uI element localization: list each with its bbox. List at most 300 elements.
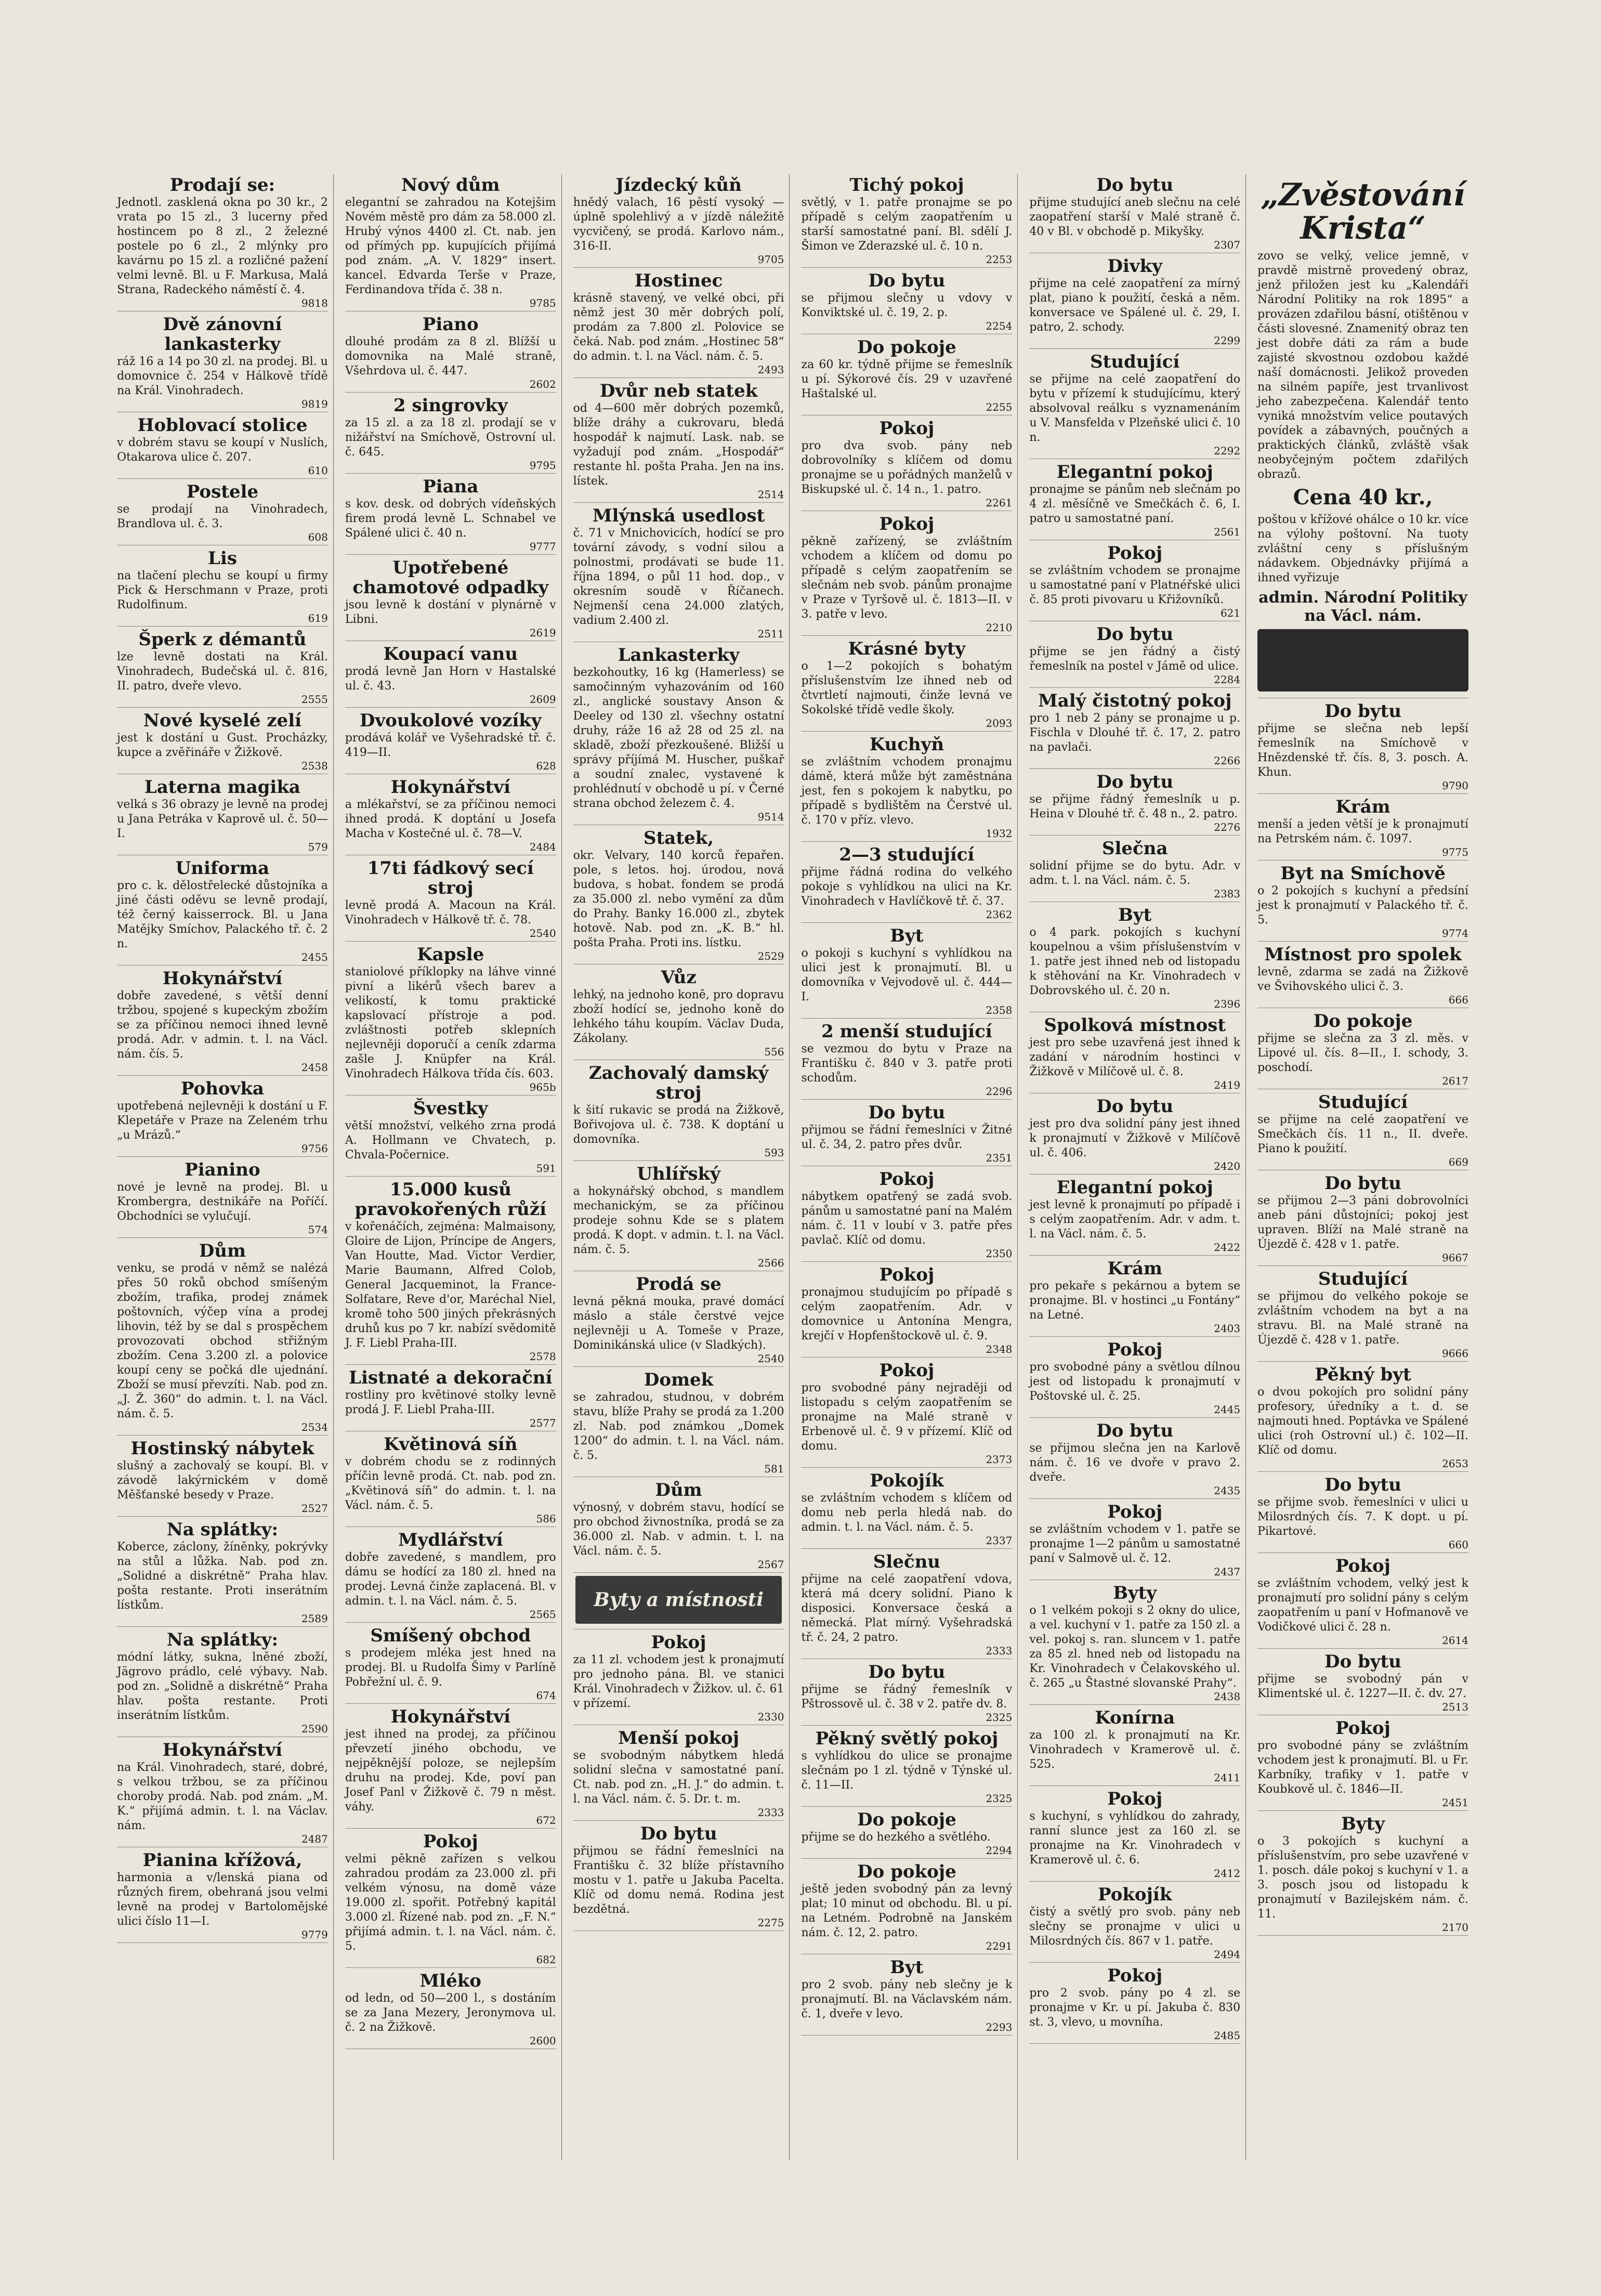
ad-heading: Pohovka — [180, 1078, 264, 1099]
ad-body: s kuchyní, s vyhlídkou do zahrady, ranní slunce jest za 160 zl. se pronajme na Kr. Vinohradech v Kramerově ul. č. 6. — [1029, 1810, 1241, 1867]
ad-heading: Prodají se: — [169, 175, 275, 195]
ad-body: hnědý valach, 16 pěstí vysoký — úplně spolehlivý a v jízdě náležitě vycvičený, se prodá. Karlovo nám., 316-II. — [573, 196, 784, 253]
classified-ad — [117, 1079, 328, 1157]
newspaper-page — [112, 174, 1474, 2160]
ad-number: 9779 — [301, 1928, 328, 1941]
ad-body: na Král. Vinohradech, staré, dobré, s velkou tržbou, se za příčinou choroby prodá. Nab. pod znám. „M. K.“ přijímá admin. t. l. na Václav. nám. — [117, 1761, 328, 1832]
classified-ad — [1029, 1583, 1240, 1705]
ad-number: 2093 — [986, 717, 1013, 729]
ad-number: 2653 — [1442, 1457, 1468, 1470]
classified-ad — [345, 315, 556, 393]
ad-body: jest k dostání u Gust. Procházky, kupce a zvěřináře v Žižkově. — [117, 732, 328, 759]
classified-ad — [345, 1368, 556, 1431]
ad-body: nábytkem opatřený se zadá svob. pánům u samostatné paní na Malém nám. č. 11 v loubí v 3. patře přes pavlač. Klíč od domu. — [801, 1190, 1013, 1247]
ad-number: 2403 — [1214, 1322, 1241, 1335]
ad-number: 2333 — [986, 1645, 1013, 1657]
ad-heading: Květinová síň — [384, 1434, 518, 1455]
classified-ad — [1029, 256, 1240, 349]
ad-heading: 2 menší studující — [821, 1021, 992, 1042]
ad-body: staniolové příklopky na láhve vinné pivní a likérů všech barev a velikostí, k tomu praktické kapslovací přístroje a pod. zvláštnosti potřeb sklepních nejlevněji doporučí a ceník zdarma zašle J. Knüpfer na Král. Vinohradech Hálkova třída čís. 603. — [345, 966, 556, 1080]
ad-body: se přijme svob. řemeslníci v ulici u Milosrdných čís. 7. K dopt. u pí. Pikartové. — [1257, 1496, 1468, 1538]
ad-body: se přijmou do velkého pokoje se zvláštním vchodem na byt a na stravu. Bl. na Malé straně na Újezdě č. 428 v 1. patře. — [1257, 1290, 1468, 1347]
classified-ad — [1029, 624, 1240, 688]
ad-number: 2619 — [529, 627, 556, 639]
ad-number: 2411 — [1214, 1771, 1241, 1784]
ad-number: 2296 — [986, 1085, 1013, 1098]
classified-ad — [1029, 691, 1240, 769]
ad-body: se přijmou slečny u vdovy v Konviktské ul. č. 19, 2. p. — [801, 292, 1013, 319]
ad-body: pro 2 svob. pány neb slečny je k pronajmutí. Bl. na Václavském nám. č. 1, dveře v levo. — [801, 1978, 1013, 2020]
ad-heading: Divky — [1107, 256, 1162, 277]
classified-ad — [801, 845, 1012, 923]
classified-ad — [1257, 178, 1468, 698]
ad-number: 2299 — [1214, 334, 1241, 347]
classified-ad — [801, 271, 1012, 334]
ad-number: 682 — [536, 1953, 556, 1966]
classified-ad — [345, 644, 556, 708]
ad-body: bezkohoutky, 16 kg (Hamerless) se samočinným vyhazováním od 160 zl., anglické soustavy Anson & Deeley od 130 zl. všechny ostatní druhy, ráže 16 až 28 od 25 zl. na skladě, zboží přezkoušené. Bližší u správy příjímá M. Huscher, puškař a soudní znalec, vystavené k prohlédnutí v obchodě u pí. v Černé strana obchod železem č. 4. — [573, 666, 784, 810]
ad-body: se vezmou do bytu v Praze na Františku č. 840 v 3. patře proti schodům. — [801, 1042, 1013, 1085]
classified-ad — [345, 558, 556, 641]
classified-ad — [117, 1439, 328, 1517]
ad-heading: Byty — [1113, 1583, 1157, 1603]
classified-ad — [801, 337, 1012, 415]
ad-body: jest ihned na prodej, za příčinou převzetí jiného obchodu, ve nejpěknější poloze, se nejlepším druhu na prodej. Kde, poví pan Josef Panl v Žižkově č. 79 n měst. váhy. — [345, 1728, 556, 1814]
ad-heading: Listnaté a dekorační — [349, 1367, 553, 1388]
ad-body: nové je levně na prodej. Bl. u Krombergra, destnikáře na Poříčí. Obchodníci se vylučují. — [117, 1181, 328, 1223]
ad-body: přijme se do hezkého a světlého. — [801, 1831, 991, 1844]
classified-ad — [801, 1471, 1012, 1549]
ad-body: v dobrém chodu se z rodinných příčin levně prodá. Ct. nab. pod zn. „Květinová síň“ do admin. t. l. na Václ. nám. č. 5. — [345, 1455, 556, 1512]
ad-body: elegantní se zahradou na Kotejšim Novém městě pro dám za 58.000 zl. Hrubý výnos 4400 zl. Ct. nab. jen od přímých pp. kupujících přijímá pod znám. „A. V. 1829“ insert. kancel. Edvarda Terše v Praze, Ferdinandova třída č. 38 n. — [345, 196, 556, 296]
classified-ad — [1029, 1789, 1240, 1882]
classified-ad — [345, 1832, 556, 1968]
classified-ad — [1257, 1092, 1468, 1170]
ad-body: se přijmou slečna jen na Karlově nám. č. 16 ve dvoře v pravo 2. dveře. — [1029, 1442, 1241, 1484]
ad-body: a mlékařství, se za příčinou nemoci ihned prodá. K doptání u Josefa Macha v Kostečné ul. č. 78—V. — [345, 798, 556, 840]
ad-body: přijme se slečna za 3 zl. měs. v Lipové ul. čís. 8—II., I. schody, 3. poschodí. — [1257, 1032, 1468, 1074]
ad-body: pronajme se pánům neb slečnám po 4 zl. měsíčně ve Smečkách č. 6, I. patro u samostatné paní. — [1029, 483, 1241, 525]
ad-number: 2487 — [301, 1833, 328, 1845]
ad-body: jest pro dva solidní pány jest ihned k pronajmutí v Žižkově v Milíčově ul. č. 406. — [1029, 1117, 1241, 1159]
ad-heading: Do bytu — [1096, 624, 1174, 645]
ad-number: 579 — [308, 841, 328, 853]
ad-heading: 2 singrovky — [393, 395, 508, 416]
ad-body: pro pekaře s pekárnou a bytem se pronajme. Bl. v hostinci „u Fontány“ na Letné. — [1029, 1280, 1241, 1322]
classified-ad — [573, 1063, 784, 1161]
ad-heading: Elegantní pokoj — [1056, 462, 1213, 482]
classified-ad — [801, 419, 1012, 511]
classified-ad — [345, 1530, 556, 1623]
ad-heading: Slečnu — [873, 1551, 941, 1572]
ad-number: 2325 — [986, 1711, 1013, 1724]
ad-body: se zvláštním vchodem, velký jest k pronajmutí pro solidní pány s celým zaopatřením u paní v Hofmanově ve Vodičkové ulici č. 28 n. — [1257, 1577, 1468, 1634]
ad-number: 2253 — [986, 253, 1013, 266]
ad-body: světlý, v 1. patře pronajme se po případě s celým zaopatřením u starší samostatné paní. Bl. sdělí J. Šimon ve Zderazské ul. č. 10 n. — [801, 196, 1013, 253]
ad-body: Jednotl. zasklená okna po 30 kr., 2 vrata po 15 zl., 3 lucerny před hostincem po 8 zl., 2 železné postele po 6 zl., 2 mlýnky pro kavárnu po 15 zl. a rozličné pažení velmi levně. Bl. u F. Markusa, Malá Strana, Radeckého náměstí č. 4. — [117, 196, 328, 296]
ad-number: 2527 — [301, 1502, 328, 1515]
classified-ad — [1029, 905, 1240, 1012]
ad-heading: Pianina křížová, — [142, 1850, 303, 1871]
ad-heading: Hokynářství — [390, 1706, 510, 1727]
ad-number: 2261 — [986, 497, 1013, 509]
ad-number: 556 — [764, 1046, 784, 1058]
ad-number: 619 — [308, 612, 328, 624]
classified-ad — [1257, 1269, 1468, 1362]
ad-body: od 4—600 měr dobrých pozemků, blíže dráhy a cukrovaru, bledá hospodář k najmutí. Lask. nab. se vyžadují pod znám. „Hospodář“ restante hl. pošta Praha. Jen na ins. lístek. — [573, 402, 784, 488]
ad-heading: Dvůr neb statek — [599, 381, 758, 401]
ad-number: 2419 — [1214, 1079, 1241, 1091]
ad-body: levně, zdarma se zadá na Žižkově ve Švihovského ulici č. 3. — [1257, 966, 1468, 993]
ad-number: 2561 — [1214, 526, 1241, 538]
ad-heading: Tichý pokoj — [849, 175, 964, 195]
ad-heading: Byt — [890, 1957, 924, 1978]
ad-body: pro svobodné pány a světlou dílnou jest od listopadu k pronajmutí v Poštovské ul. č. 25. — [1029, 1361, 1241, 1403]
ad-heading: Hoblovací stolice — [137, 415, 308, 436]
ad-heading: Konírna — [1095, 1707, 1175, 1728]
classified-ad — [1029, 1015, 1240, 1093]
ad-body: jsou levně k dostání v plynárně v Libni. — [345, 598, 556, 626]
ad-heading: Do bytu — [868, 1102, 946, 1123]
ad-body: k šití rukavic se prodá na Žižkově, Bořivojova ul. č. 738. K doptání u domovníka. — [573, 1104, 784, 1146]
classified-ad — [117, 315, 328, 412]
ad-heading: Do bytu — [1324, 1651, 1402, 1672]
classified-ad — [1257, 701, 1468, 794]
classified-ad — [1029, 1421, 1240, 1499]
ad-heading: Dvě zánovní lankasterky — [163, 314, 282, 355]
classified-ad — [345, 1434, 556, 1527]
promo-body: zovo se velký, velice jemně, v pravdě mistrně provedený obraz, jenž přiložen jest ku „Kalendáři Národní Politiky na rok 1895“ a provázen zdařilou básní, otištěnou v části slovesné. Znamenitý obraz ten jest dobře dáti za rám a bude zajisté skvostnou ozdobou každé naší domácnosti. Jelikož proveden na silném papíře, jest trvanlivost jeho zabezpečena. Kalendář tento vyniká množstvím velice poutavých povídek a zábavných, poučných a praktických článků, zvláště však neobyčejným počtem zdařilých obrazů. — [1257, 250, 1468, 481]
ad-body: o dvou pokojích pro solidní pány profesory, úředníky a t. d. se najmouti hned. Poptávka ve Spálené ulici (roh Ostrovní ul.) č. 102—II. Klíč od domu. — [1257, 1386, 1468, 1457]
classified-ad — [117, 1740, 328, 1847]
ad-body: se svobodným nábytkem hledá solidní slečna v samostatné paní. Ct. nab. pod zn. „H. J.“ do admin. t. l. na Václ. nám. č. 5. Dr. t. m. — [573, 1749, 784, 1806]
ad-body: se přijme na celé zaopatření ve Smečkách čís. 11 n., II. dveře. Piano k použití. — [1257, 1113, 1468, 1155]
ad-body: dlouhé prodám za 8 zl. Blížší u domovnika na Malé straně, Všehrdova ul. č. 447. — [345, 335, 556, 377]
ad-body: pronajmou studujícím po případě s celým zaopatřením. Adr. v domovnice u Antonína Mengra, krejčí v Hopfenštockově ul. č. 9. — [801, 1286, 1013, 1342]
classified-ad — [117, 858, 328, 966]
ad-body: s vyhlídkou do ulice se pronajme slečnám po 1 zl. týdně v Týnské ul. č. 11—II. — [801, 1750, 1013, 1792]
ad-body: menší a jeden větší je k pronajmutí na Petrském nám. č. 1097. — [1257, 818, 1468, 845]
classified-ad — [801, 1862, 1012, 1954]
classified-ad — [573, 271, 784, 378]
classified-ad — [1257, 1652, 1468, 1715]
ad-number: 2538 — [301, 760, 328, 772]
ad-body: se přijmou 2—3 páni dobrovolníci aneb páni důstojníci; pokoj jest upraven. Blíží na Malé straně na Újezdě č. 428 v 1. patře. — [1257, 1194, 1468, 1251]
ad-body: prodává kolář ve Vyšehradské tř. č. 419—II. — [345, 732, 556, 759]
ad-number: 9818 — [301, 297, 328, 309]
ad-body: prodá levně Jan Horn v Hastalské ul. č. 43. — [345, 665, 556, 693]
ad-body: za 15 zl. a za 18 zl. prodají se v nižářství na Smíchově, Ostrovní ul. č. 645. — [345, 416, 556, 459]
ad-number: 2577 — [529, 1417, 556, 1429]
ad-body: pro 2 svob. pány po 4 zl. se pronajme v Kr. u pí. Jakuba č. 830 st. 3, vlevo, u movníha. — [1029, 1987, 1241, 2029]
ad-body: a hokynářský obchod, s mandlem mechanickým, se za příčinou prodeje sohnu Kde se s platem prodá. K dopt. v admin. t. l. na Václ. nám. č. 5. — [573, 1185, 784, 1256]
ad-heading: Studující — [1318, 1269, 1408, 1289]
ad-body: přijme se řádný řemeslník v Pštrossově ul. č. 38 v 2. patře dv. 8. — [801, 1683, 1013, 1711]
column-2 — [340, 174, 562, 2160]
ad-heading: Pokoj — [1107, 1502, 1163, 1522]
ad-heading: Mydlářství — [398, 1530, 503, 1550]
ad-heading: Pokoj — [1107, 1965, 1163, 1986]
ad-heading: Pokoj — [1107, 543, 1163, 564]
ad-body: ještě jeden svobodný pán za levný plat; 10 minut od obchodu. Bl. u pí. na Letném. Podrobně na Janském nám. č. 12, 2. patro. — [801, 1883, 1013, 1939]
classified-ad — [573, 1728, 784, 1821]
column-3 — [568, 174, 790, 2160]
ad-heading: Postele — [186, 481, 259, 502]
ad-body: se prodají na Vinohradech, Brandlova ul. č. 3. — [117, 503, 328, 530]
ad-heading: Pokoj — [879, 514, 935, 534]
classified-ad — [1029, 1259, 1240, 1337]
classified-ad — [573, 1824, 784, 1931]
ad-body: velmi pěkně zařízen s velkou zahradou prodám za 23.000 zl. při velkém výnosu, na domě váze 19.000 zl. spořit. Potřebný kapitál 3.000 zl. Řízené nab. pod zn. „F. N.“ přijímá admin. t. l. na Václ. nám. č. 5. — [345, 1853, 556, 1953]
ad-heading: Hokynářství — [162, 1740, 283, 1760]
classified-ad — [801, 1958, 1012, 2036]
ad-heading: Do bytu — [868, 1662, 946, 1682]
promo-note: poštou v křížové ohálce o 10 kr. více na výlohy poštovní. Na tuoty zvláštní ceny s příslušným nádavkem. Objednávky přijímá a ihned vyřizuje — [1257, 513, 1468, 584]
ad-number: 669 — [1448, 1156, 1468, 1168]
classified-ad — [117, 482, 328, 545]
ad-number: 2330 — [757, 1711, 784, 1723]
ad-number: 2614 — [1442, 1634, 1468, 1647]
classified-ad — [117, 1160, 328, 1238]
classified-ad — [345, 777, 556, 855]
ad-body: o pokoji s kuchyní s vyhlídkou na ulici jest k pronajmutí. Bl. u domovníka v Vejvodově ul. č. 444—I. — [801, 947, 1013, 1003]
ad-body: s kov. desk. od dobrých vídeňských firem prodá levně L. Schnabel ve Spálené ulici č. 40 n. — [345, 498, 556, 540]
classified-ad — [1029, 839, 1240, 902]
ad-heading: Piana — [423, 476, 479, 497]
classified-ad — [117, 630, 328, 708]
ad-heading: Uhlířský — [637, 1164, 720, 1184]
ad-body: na tlačení plechu se koupí u firmy Pick & Herschmann v Praze, proti Rudolfinum. — [117, 569, 328, 611]
ad-heading: Pokoj — [1107, 1339, 1163, 1360]
ad-number: 2602 — [529, 378, 556, 390]
classified-ad — [573, 381, 784, 503]
ad-heading: Na splátky: — [166, 1519, 279, 1540]
ad-number: 2590 — [301, 1723, 328, 1735]
ad-heading: Pokojík — [1098, 1884, 1172, 1905]
ad-body: za 60 kr. týdně přijme se řemeslník u pí. Sýkorové čís. 29 v uzavřené Haštalské ul. — [801, 358, 1013, 400]
ad-body: lehký, na jednoho koně, pro dopravu zboží hodící se, jednoho koně do lehkého táhu koupím. Václav Duda, Zákolany. — [573, 988, 784, 1045]
classified-ad — [573, 1370, 784, 1477]
ad-body: pro svobodné pány se zvláštním vchodem jest k pronajmutí. Bl. u Fr. Karbníky, trafiky v 1. patře v Koubkově ul. č. 1846—II. — [1257, 1739, 1468, 1796]
classified-ad — [1257, 1556, 1468, 1649]
ad-number: 2435 — [1214, 1484, 1241, 1497]
ad-body: přijme studující aneb slečnu na celé zaopatření starší v Malé straně č. 40 v Bl. v obchodě p. Mikyšky. — [1029, 196, 1241, 238]
ad-number: 666 — [1448, 994, 1468, 1006]
ad-number: 608 — [308, 531, 328, 543]
ad-body: v kořenáčích, zejména: Malmaisony, Gloire de Lijon, Príncipe de Angers, Van Houtte, Mad. Victor Verdier, Marie Baumann, Alfred Colob, General Jacqueminot, la France-Solfatare, Reve d'or, Maréchal Niel, kromě toho 500 jiných překrásných druhů kus po 7 kr. nabízí svědomitě J. F. Liebl Praha-III. — [345, 1220, 556, 1350]
ad-body: přijme se svobodný pán v Klimentské ul. č. 1227—II. č. dv. 27. — [1257, 1673, 1468, 1700]
classified-ad — [1029, 1708, 1240, 1786]
classified-ad — [801, 1103, 1012, 1166]
ad-number: 593 — [764, 1146, 784, 1159]
ad-body: přijmou se řádní řemeslníci na Františku č. 32 blíže přístavního mostu v 1. patře u Jakuba Pacelta. Klíč od domu nemá. Rodina jest bezdětná. — [573, 1845, 784, 1916]
classified-ad — [117, 549, 328, 627]
ad-number: 2255 — [986, 401, 1013, 413]
ad-heading: Nový dům — [401, 175, 500, 195]
ad-heading: Studující — [1318, 1092, 1408, 1113]
ad-number: 2362 — [986, 908, 1013, 921]
ad-heading: Pěkný byt — [1315, 1364, 1411, 1385]
ad-heading: Laterna magika — [144, 777, 300, 798]
ad-heading: Dům — [655, 1480, 702, 1501]
classified-ad — [801, 1662, 1012, 1726]
ad-number: 2412 — [1214, 1867, 1241, 1880]
ad-heading: Krám — [1335, 797, 1390, 817]
ad-body: čistý a světlý pro svob. pány neb slečny se pronajme v ulici u Milosrdných čís. 867 v 1. patře. — [1029, 1906, 1241, 1948]
ad-number: 9790 — [1442, 779, 1468, 792]
ad-body: pro 1 neb 2 pány se pronajme u p. Fischla v Dlouhé tř. č. 17, 2. patro na pavlači. — [1029, 712, 1241, 754]
ad-body: přijmou se řádní řemeslníci v Žitné ul. č. 34, 2. patro přes dvůr. — [801, 1124, 1013, 1151]
classified-ad — [117, 711, 328, 774]
ad-heading: Domek — [644, 1369, 714, 1390]
ad-number: 2600 — [529, 2034, 556, 2047]
ad-body: přijme se jen řádný a čistý řemeslník na postel v Jámě od ulice. — [1029, 645, 1241, 673]
ad-number: 2170 — [1442, 1921, 1468, 1934]
ad-number: 2445 — [1214, 1403, 1241, 1416]
classified-ad — [1257, 797, 1468, 860]
ad-heading: Lankasterky — [618, 645, 740, 666]
classified-ad — [117, 1520, 328, 1627]
ad-heading: Elegantní pokoj — [1056, 1177, 1213, 1198]
ad-heading: Do bytu — [1096, 1096, 1174, 1117]
ad-body: levně prodá A. Macoun na Král. Vinohradech v Hálkově tř. č. 78. — [345, 899, 556, 927]
ad-body: pěkně zařízený, se zvláštním vchodem a klíčem od domu po případě s celým zaopatřením se slečnám neb svob. pánům pronajme v Praze v Tyršově ul. č. 1813—II. v 3. patře v levo. — [801, 535, 1013, 621]
ad-number: 591 — [536, 1162, 556, 1175]
ad-body: výnosný, v dobrém stavu, hodící se pro obchod živnostníka, prodá se za 36.000 zl. Nab. v admin. t. l. na Václ. nám. č. 5. — [573, 1501, 784, 1558]
ad-number: 2578 — [529, 1350, 556, 1363]
ad-heading: Hostinský nábytek — [130, 1438, 314, 1459]
ad-body: levná pěkná mouka, pravé domácí máslo a stále čerstvé vejce nejlevněji u A. Tomeše v Praze, Dominikánská ulice (v Sladkých). — [573, 1295, 784, 1352]
classified-ad — [345, 1971, 556, 2049]
ad-heading: 2—3 studující — [839, 844, 975, 865]
ad-number: 9775 — [1442, 846, 1468, 858]
classified-ad — [573, 968, 784, 1060]
classified-ad — [801, 639, 1012, 732]
ad-heading: Pokoj — [879, 1264, 935, 1285]
classified-ad — [573, 1480, 784, 1573]
ad-body: se přijme na celé zaopatření do bytu v přízemí k studujícímu, který absolvoval reálku s vyznamenáním u V. Mansfelda v Plzeňské ulici č. 10 n. — [1029, 373, 1241, 444]
classified-ad — [573, 506, 784, 642]
ad-body: větší množství, velkého zrna prodá A. Hollmann ve Chvatech, p. Chvala-Počernice. — [345, 1119, 556, 1162]
classified-ad — [1029, 352, 1240, 459]
ad-heading: Na splátky: — [166, 1629, 279, 1650]
ad-number: 2609 — [529, 693, 556, 706]
ad-heading: Dvoukolové vozíky — [359, 710, 542, 731]
classified-ad — [801, 514, 1012, 636]
ad-number: 2565 — [529, 1608, 556, 1621]
ad-heading: Do bytu — [1096, 175, 1174, 195]
ad-heading: Pokoj — [1335, 1556, 1390, 1576]
classified-ad — [573, 1576, 784, 1629]
ad-number: 2351 — [986, 1152, 1013, 1164]
ad-heading: Nové kyselé zelí — [143, 710, 302, 731]
ad-heading: Smíšený obchod — [370, 1625, 531, 1646]
classified-ad — [801, 1265, 1012, 1358]
classified-ad — [345, 711, 556, 774]
ad-number: 2617 — [1442, 1075, 1468, 1087]
classified-ad — [1029, 462, 1240, 540]
ad-number: 2420 — [1214, 1160, 1241, 1172]
ad-body: venku, se prodá v němž se nalézá přes 50 roků obchod smíšeným zbožím, trafika, prodej známek poštovních, výčep vína a prodej lihovin, též by se dal s prospěchem provozovati obchod střižným zbožím. Cena 3.200 zl. a polovice koupí ceny se počká dle ujednání. Zboží se musí převzíti. Nab. pod zn. „J. Ž. 360“ do admin. t. l. na Václ. nám. č. 5. — [117, 1262, 328, 1420]
ad-body: Koberce, záclony, žíněnky, pokrývky na stůl a lůžka. Nab. pod zn. „Solidné a diskrétně“ Praha hlav. pošta restante. Proti inserátním lístkům. — [117, 1541, 328, 1612]
ad-body: přijme na celé zaopatření vdova, která má dcery solidní. Piano k disposici. Konversace česká a německá. Plat mírný. Vyšehradská tř. č. 24, 2 patro. — [801, 1573, 1013, 1644]
promo-address: admin. Národní Politiky na Václ. nám. — [1258, 589, 1467, 625]
ad-body: za 100 zl. k pronajmutí na Kr. Vinohradech v Kramerově ul. č. 525. — [1029, 1729, 1241, 1771]
ad-body: velká s 36 obrazy je levně na prodej u Jana Petráka v Kaprově ul. č. 50—I. — [117, 798, 328, 840]
ad-body: s prodejem mléka jest hned na prodej. Bl. u Rudolfa Šimy v Parlíně Pobřežní ul. č. 9. — [345, 1647, 556, 1689]
classified-ad — [801, 175, 1012, 268]
ad-body: lze levně dostati na Král. Vinohradech, Budečská ul. č. 816, II. patro, dveře vlevo. — [117, 650, 328, 693]
classified-ad — [117, 1630, 328, 1737]
ad-body: slušný a zachovalý se koupí. Bl. v závodě lakýrnickém v domě Měšťanské besedy v Praze. — [117, 1459, 328, 1502]
ad-heading: Do pokoje — [857, 1809, 956, 1830]
ad-heading: Do bytu — [1324, 1173, 1402, 1194]
ad-number: 2294 — [986, 1844, 1013, 1857]
classified-ad — [573, 1164, 784, 1271]
ad-body: harmonia a v/lenská piana od různých firem, obehraná jsou velmi levně na prodej v Bartolomějské ulici číslo 11—I. — [117, 1871, 328, 1928]
ad-body: módní látky, sukna, lněné zboží, Jägrovo prádlo, celé výbavy. Nab. pod zn. „Solidně a diskrétně“ Praha hlav. pošta restante. Proti inserátním lístkům. — [117, 1651, 328, 1722]
ad-number: 2293 — [986, 2021, 1013, 2033]
ad-number: 2511 — [757, 628, 784, 640]
classified-ad — [345, 1099, 556, 1177]
ad-number: 9777 — [529, 540, 556, 553]
ad-heading: 15.000 kusů pravokořených růží — [355, 1179, 546, 1220]
ad-heading: Pokoj — [879, 1169, 935, 1190]
ad-heading: Do pokoje — [857, 1861, 956, 1882]
ad-number: 574 — [308, 1223, 328, 1236]
ad-number: 2275 — [757, 1916, 784, 1929]
ad-body: přijme se slečna neb lepší řemeslník na Smíchově v Hnězdenské tř. čís. 8, 3. posch. A. Khun. — [1257, 722, 1468, 779]
ad-number: 2437 — [1214, 1566, 1241, 1578]
ad-number: 2292 — [1214, 445, 1241, 457]
classified-ad — [801, 1552, 1012, 1659]
ad-body: okr. Velvary, 140 korců řepařen. pole, s letos. hoj. úrodou, nová budova, s hobat. fondem se prodá za 35.000 zl. nebo vymění za dům do Prahy. Banky 16.000 zl., zbytek hotově. Nab. pod zn. „K. B.“ hl. pošta Praha. Proti ins. lístku. — [573, 849, 784, 949]
section-heading: Byty a místnosti — [575, 1576, 782, 1624]
ad-body: pro svobodné pány nejraději od listopadu s celým zaopatřením se pronajme na Malé straně v Erbenově ul. č. 9 v přízemí. Klíč od domu. — [801, 1381, 1013, 1453]
ad-number: 2514 — [757, 488, 784, 501]
classified-ad — [117, 1241, 328, 1436]
ad-body: o 1 velkém pokoji s 2 okny do ulice, a vel. kuchyní v 1. patře za 150 zl. a vel. pokoj s. ran. sluncem v 1. patře za 85 zl. hned neb od listopadu na Kr. Vinohradech v Čelakovského ul. č. 265 „u Štastné slovanské Prahy“. — [1029, 1604, 1241, 1690]
classified-ad — [801, 926, 1012, 1019]
ad-body: jest pro sebe uzavřená jest ihned k zadání v národním hostinci v Žižkově v Milíčově ul. č. 8. — [1029, 1036, 1241, 1078]
ad-body: jest levně k pronajmutí po případě i s celým zaopatřením. Adr. v adm. t. l. na Václ. nám. č. 5. — [1029, 1198, 1241, 1241]
classified-ad — [345, 1707, 556, 1829]
ad-number: 586 — [536, 1512, 556, 1525]
column-1 — [112, 174, 334, 2160]
ad-heading: Malý čistotný pokoj — [1038, 690, 1232, 711]
classified-ad — [801, 1022, 1012, 1100]
ad-body: za 11 zl. vchodem jest k pronajmutí pro jednoho pána. Bl. ve stanici Král. Vinohradech v Žižkov. ul. č. 61 v přízemí. — [573, 1653, 784, 1710]
ad-number: 2529 — [757, 950, 784, 962]
classified-ad — [1257, 1718, 1468, 1811]
ad-number: 2422 — [1214, 1241, 1241, 1254]
ad-number: 674 — [536, 1689, 556, 1702]
ad-heading: Statek, — [644, 828, 714, 849]
ad-number: 2451 — [1442, 1796, 1468, 1809]
ad-heading: Pokojík — [870, 1470, 944, 1491]
ad-heading: Zachovalý damský stroj — [588, 1063, 769, 1103]
ad-number: 2383 — [1214, 888, 1241, 900]
classified-ad — [801, 735, 1012, 842]
ad-heading: Mléko — [419, 1971, 481, 1991]
ad-body: krásně stavený, ve velké obci, při němž jest 30 měr dobrých polí, prodám za 7.800 zl. Polovice se čeká. Nab. pod znám. „Hostinec 58“ do admin. t. l. na Václ. nám. č. 5. — [573, 292, 784, 363]
classified-ad — [117, 969, 328, 1076]
ad-number: 2325 — [986, 1792, 1013, 1805]
ad-number: 2291 — [986, 1940, 1013, 1952]
ad-heading: Do bytu — [640, 1823, 717, 1844]
ad-number: 1932 — [986, 827, 1013, 840]
ad-number: 965b — [529, 1081, 556, 1093]
